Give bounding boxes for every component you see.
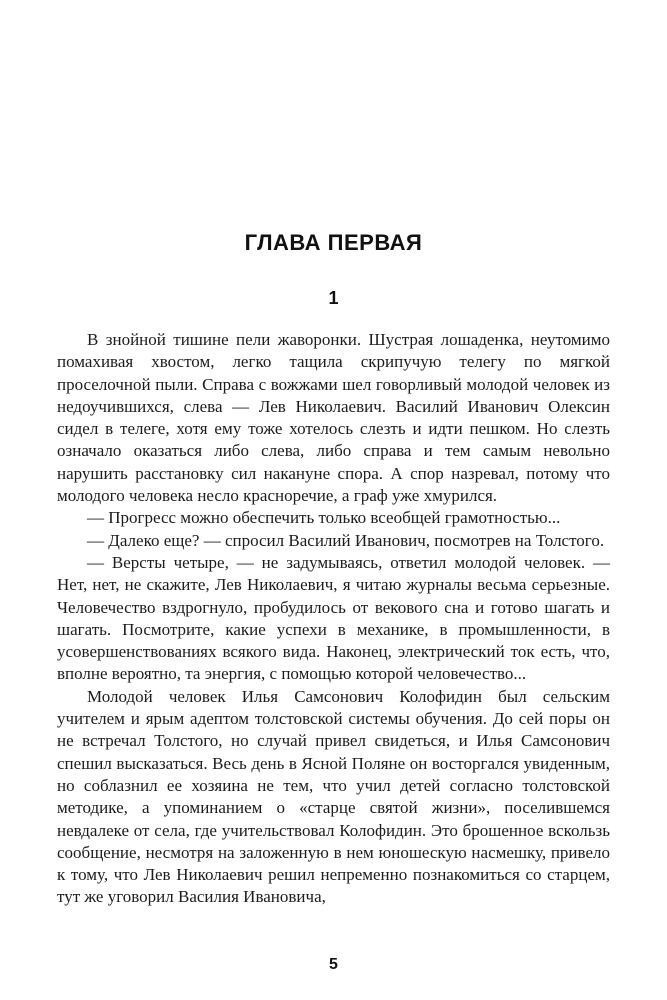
chapter-title: ГЛАВА ПЕРВАЯ (244, 230, 423, 255)
body-text (57, 329, 610, 909)
section-number: 1 (328, 288, 339, 308)
paragraph-dialogue: — Версты четыре, — не задумываясь, ответил молодой человек. — Нет, нет, не скажите, Лев Николаевич, я читаю журналы весьма серьезные. Человечество вздрогнуло, пробудилось от векового сна и готово шагать и шагать. Посмотрите, какие успехи в механике, в промышленности, в усовершенствованиях всякого вида. Наконец, электрический ток есть, что, вполне вероятно, та энергия, с помощью которой человечество... (57, 552, 610, 684)
paragraph-dialogue: — Прогресс можно обеспечить только всеобщей грамотностью... (87, 508, 561, 528)
paragraph: В знойной тишине пели жаворонки. Шустрая лошаденка, неутомимо помахивая хвостом, легко тащила скрипучую телегу по мягкой проселочной пыли. Справа с вожжами шел говорливый молодой человек из недоучившихся, слева — Лев Николаевич. Василий Иванович Олексин сидел в телеге, хотя ему тоже хотелось слезть и идти пешком. Но слезть означало оказаться либо слева, либо справа и тем самым невольно нарушить расстановку сил накануне спора. А спор назревал, потому что молодого человека несло красноречие, а граф уже хмурился. (57, 330, 610, 506)
paragraph: Молодой человек Илья Самсонович Колофидин был сельским учителем и ярым адептом толстовской системы обучения. До сей поры он не встречал Толстого, но случай привел свидеться, и Илья Самсонович спешил высказаться. Весь день в Ясной Поляне он восторгался увиденным, но соблазнил ее хозяина не тем, что учил детей согласно толстовской методике, а упоминанием о «старце святой жизни», поселившемся невдалеке от села, где учительствовал Колофидин. Это брошенное вскользь сообщение, несмотря на заложенную в нем юношескую насмешку, привело к тому, что Лев Николаевич решил непременно познакомиться со старцем, тут же уговорил Василия Ивановича, (57, 686, 610, 907)
page-number: 5 (329, 956, 338, 973)
paragraph-dialogue: — Далеко еще? — спросил Василий Иванович, посмотрев на Толстого. (87, 530, 605, 550)
